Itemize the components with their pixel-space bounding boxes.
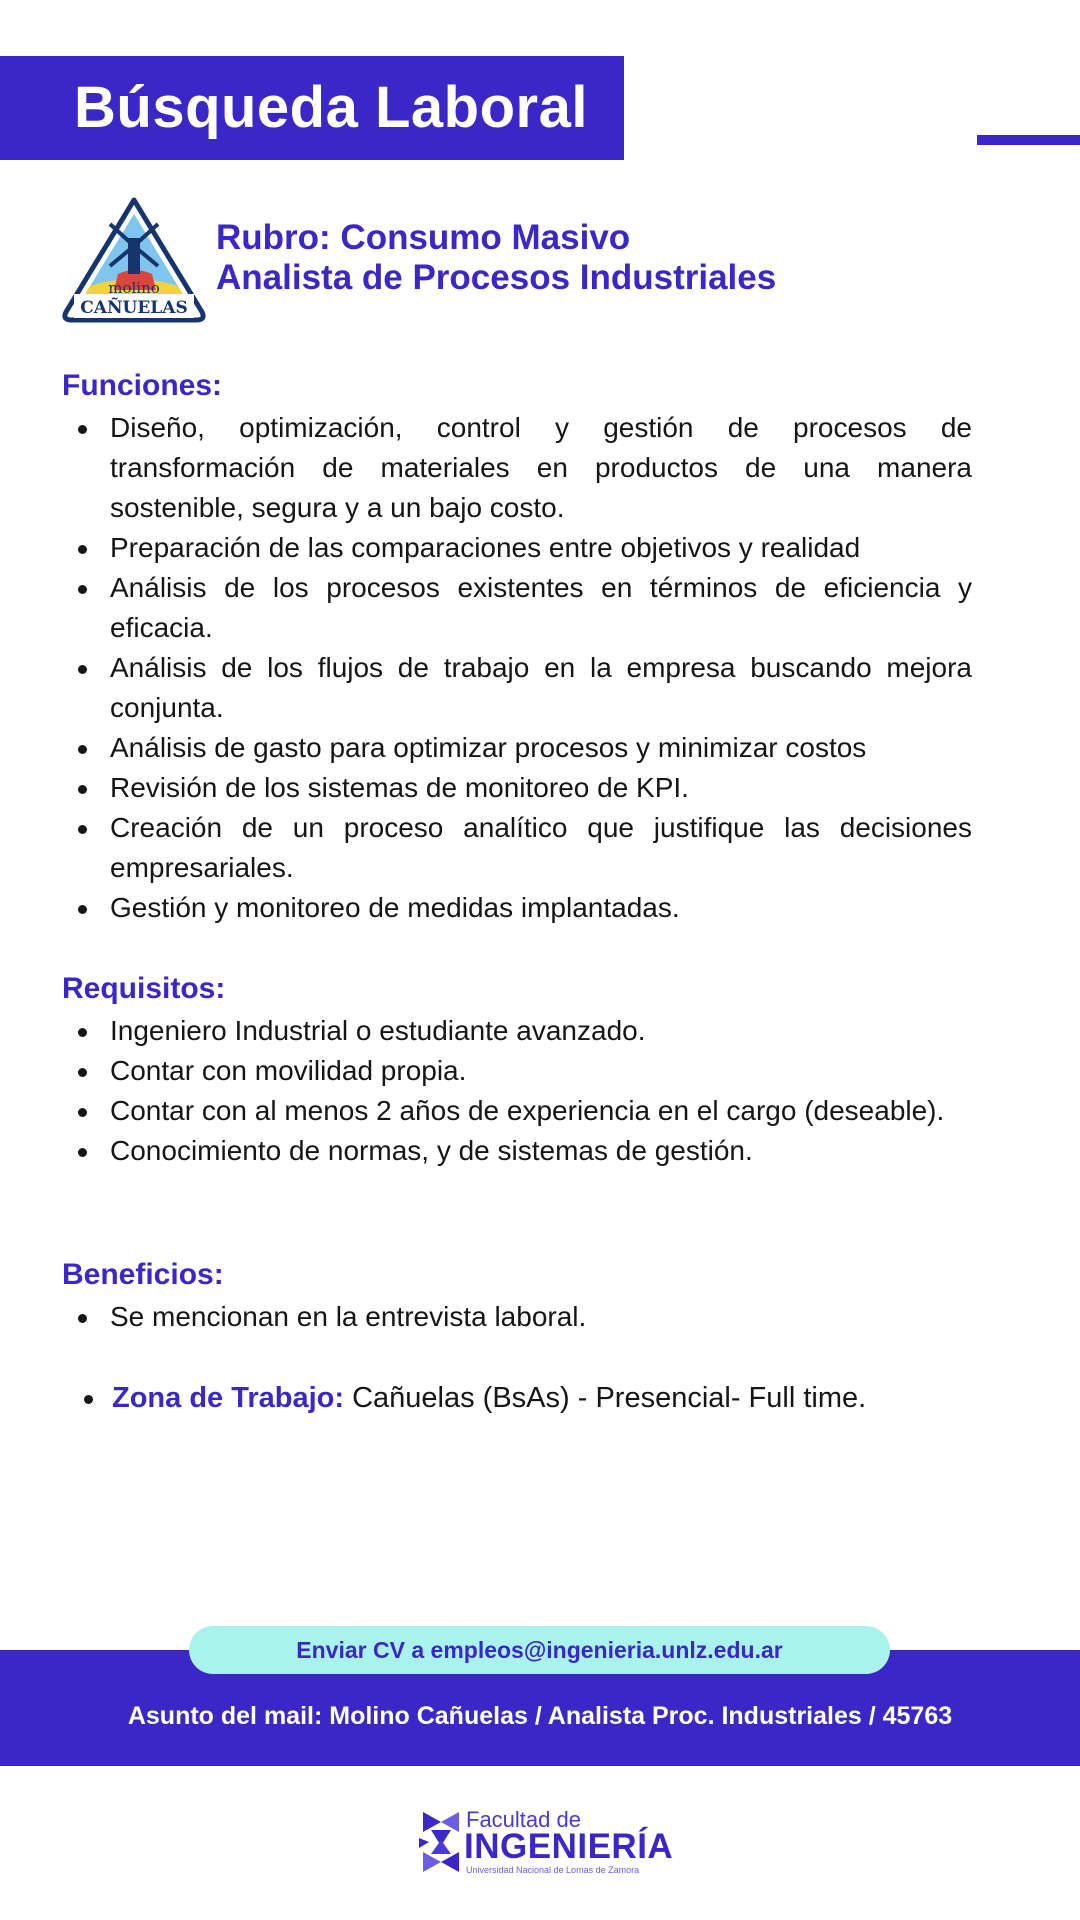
job-heading: [216, 218, 776, 298]
list-item: Creación de un proceso analítico que justifique las decisiones empresariales.: [110, 808, 972, 888]
list-item: Conocimiento de normas, y de sistemas de gestión.: [110, 1131, 972, 1171]
rubro-text: Rubro: Consumo Masivo: [216, 218, 631, 257]
list-item: Contar con al menos 2 años de experiencia en el cargo (deseable).: [110, 1091, 972, 1131]
list-item: Se mencionan en la entrevista laboral.: [110, 1297, 972, 1337]
send-cv-email[interactable]: Enviar CV a empleos@ingenieria.unlz.edu.ar: [189, 1626, 890, 1674]
faculty-logo-icon: [417, 1808, 465, 1876]
list-item: Preparación de las comparaciones entre objetivos y realidad: [110, 528, 972, 568]
beneficios-title: Beneficios:: [62, 1258, 224, 1291]
list-item: Diseño, optimización, control y gestión de procesos de transformación de materiales en productos de una manera sostenible, segura y a un bajo costo.: [110, 408, 972, 528]
page-title: Búsqueda Laboral: [74, 75, 588, 140]
requisitos-list: [62, 1011, 972, 1171]
faculty-line2: INGENIERÍA: [464, 1827, 674, 1866]
beneficios-list: [62, 1297, 972, 1337]
zona-label: Zona de Trabajo:: [112, 1382, 345, 1414]
faculty-line1: Facultad de: [466, 1807, 581, 1832]
logo-text-top: molino: [108, 279, 160, 297]
company-logo: [60, 194, 208, 326]
zona-bullet: [84, 1395, 93, 1404]
zona-line: [112, 1378, 866, 1418]
position-text: Analista de Procesos Industriales: [216, 258, 777, 297]
email-subject: Asunto del mail: Molino Cañuelas / Analista Proc. Industriales / 45763: [127, 1702, 953, 1730]
list-item: Análisis de los flujos de trabajo en la empresa buscando mejora conjunta.: [110, 648, 972, 728]
requisitos-title: Requisitos:: [62, 972, 226, 1005]
logo-text-bottom: CAÑUELAS: [80, 298, 188, 318]
faculty-line3: Universidad Nacional de Lomas de Zamora: [466, 1865, 640, 1875]
list-item: Contar con movilidad propia.: [110, 1051, 972, 1091]
list-item: Gestión y monitoreo de medidas implantadas.: [110, 888, 972, 928]
zona-value: Cañuelas (BsAs) - Presencial- Full time.: [344, 1382, 867, 1414]
list-item: Ingeniero Industrial o estudiante avanzado.: [110, 1011, 972, 1051]
funciones-list: [62, 408, 972, 928]
list-item: Revisión de los sistemas de monitoreo de KPI.: [110, 768, 972, 808]
funciones-title: Funciones:: [62, 369, 223, 402]
list-item: Análisis de gasto para optimizar procesos y minimizar costos: [110, 728, 972, 768]
accent-line: [977, 135, 1080, 145]
list-item: Análisis de los procesos existentes en términos de eficiencia y eficacia.: [110, 568, 972, 648]
